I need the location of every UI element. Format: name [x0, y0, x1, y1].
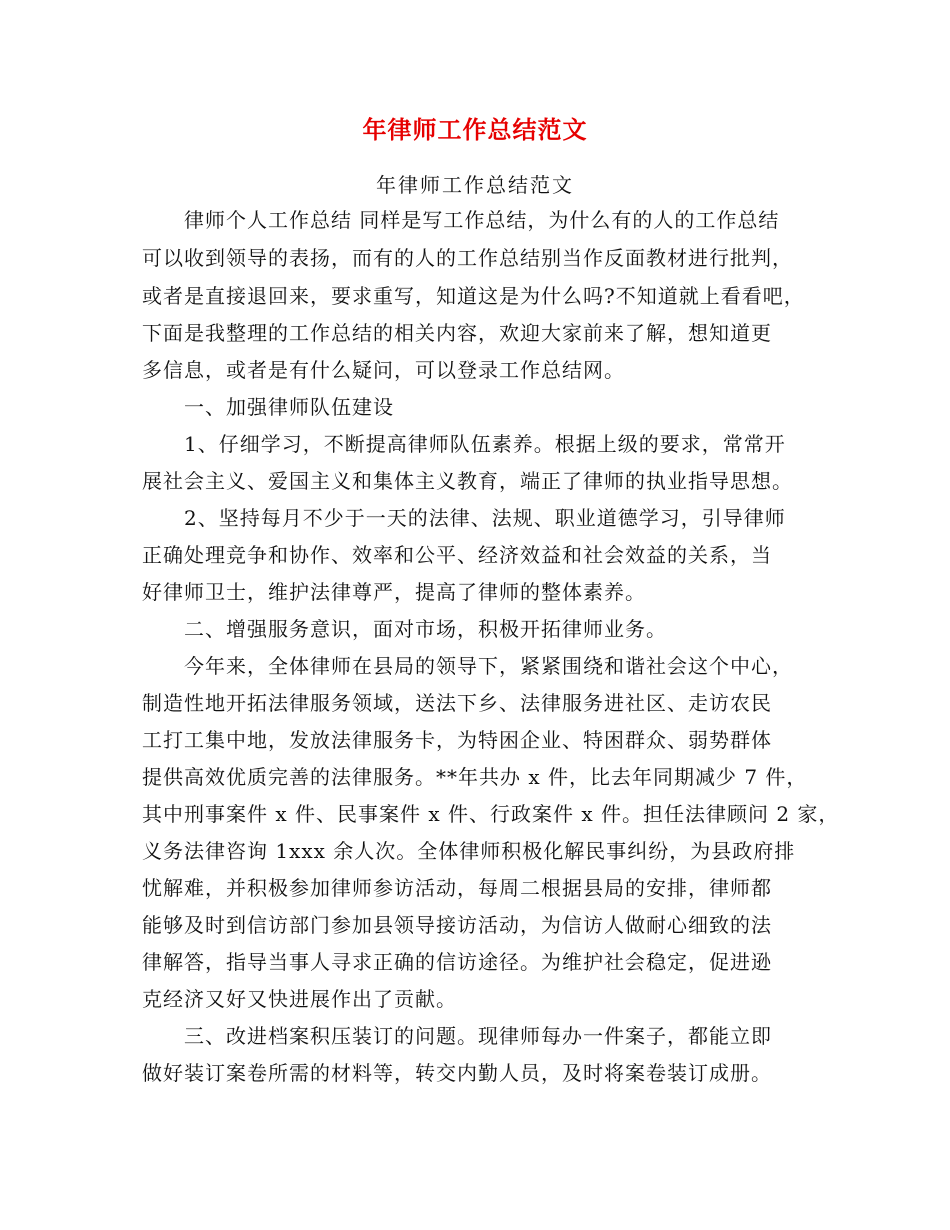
section-heading: 一、加强律师队伍建设 [142, 395, 394, 419]
paragraph-line: 展社会主义、爱国主义和集体主义教育，端正了律师的执业指导思想。 [142, 469, 793, 493]
paragraph-line: 义务法律咨询 1xxx 余人次。全体律师积极化解民事纠纷，为县政府排 [142, 839, 796, 863]
paragraph-line: 今年来，全体律师在县局的领导下，紧紧围绕和谐社会这个中心， [142, 654, 793, 678]
paragraph-line: 能够及时到信访部门参加县领导接访活动，为信访人做耐心细致的法 [142, 913, 772, 937]
paragraph-line: 制造性地开拓法律服务领域，送法下乡、法律服务进社区、走访农民 [142, 691, 772, 715]
paragraph-line: 2、坚持每月不少于一天的法律、法规、职业道德学习，引导律师 [142, 506, 786, 530]
section-heading: 二、增强服务意识，面对市场，积极开拓律师业务。 [142, 617, 667, 641]
paragraph-line: 律解答，指导当事人寻求正确的信访途径。为维护社会稳定，促进逊 [142, 950, 772, 974]
paragraph-line: 1、仔细学习，不断提高律师队伍素养。根据上级的要求，常常开 [142, 432, 786, 456]
paragraph-line: 克经济又好又快进展作出了贡献。 [142, 987, 457, 1011]
document-title: 年律师工作总结范文 [362, 116, 588, 144]
paragraph-line: 多信息，或者是有什么疑问，可以登录工作总结网。 [142, 358, 625, 382]
paragraph-line: 工打工集中地，发放法律服务卡，为特困企业、特困群众、弱势群体 [142, 728, 772, 752]
paragraph-line: 或者是直接退回来，要求重写，知道这是为什么吗?不知道就上看看吧， [142, 284, 805, 308]
document-subtitle: 年律师工作总结范文 [376, 173, 574, 197]
paragraph-line: 忧解难，并积极参加律师参访活动，每周二根据县局的安排，律师都 [142, 876, 772, 900]
paragraph-line: 提供高效优质完善的法律服务。**年共办 x 件，比去年同期减少 7 件， [142, 765, 808, 789]
section-heading: 三、改进档案积压装订的问题。现律师每办一件案子，都能立即 [142, 1024, 772, 1048]
paragraph-line: 做好装订案卷所需的材料等，转交内勤人员，及时将案卷装订成册。 [142, 1061, 772, 1085]
paragraph-line: 正确处理竞争和协作、效率和公平、经济效益和社会效益的关系，当 [142, 543, 772, 567]
paragraph-line: 可以收到领导的表扬，而有的人的工作总结别当作反面教材进行批判， [142, 246, 793, 270]
paragraph-line: 律师个人工作总结 同样是写工作总结，为什么有的人的工作总结 [142, 208, 780, 232]
paragraph-line: 其中刑事案件 x 件、民事案件 x 件、行政案件 x 件。担任法律顾问 2 家， [142, 802, 840, 826]
paragraph-line: 好律师卫士，维护法律尊严，提高了律师的整体素养。 [142, 580, 646, 604]
paragraph-line: 下面是我整理的工作总结的相关内容，欢迎大家前来了解，想知道更 [142, 321, 772, 345]
